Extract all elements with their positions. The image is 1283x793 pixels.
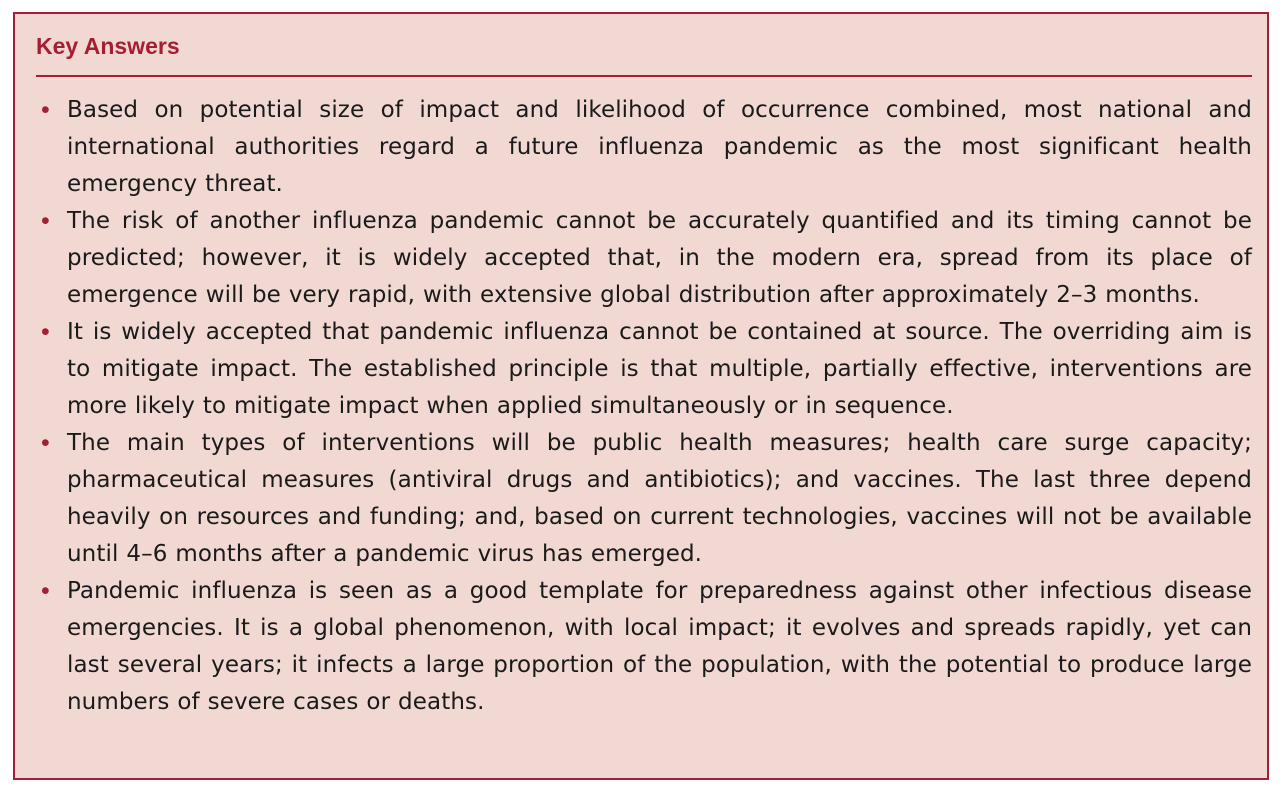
list-item bbox=[15, 425, 1252, 573]
list-item-text: It is widely accepted that pandemic influenza cannot be contained at source. The overriding aim is to mitigate impact. The established principle is that multiple, partially effective, interventions are more likely to mitigate impact when applied simultaneously or in sequence. bbox=[67, 319, 1252, 419]
answers-list bbox=[15, 92, 1252, 721]
list-item bbox=[15, 203, 1252, 314]
bullet-icon: • bbox=[41, 429, 50, 457]
box-title: Key Answers bbox=[36, 33, 180, 59]
list-item bbox=[15, 573, 1252, 721]
bullet-icon: • bbox=[41, 577, 50, 605]
bullet-icon: • bbox=[41, 207, 50, 235]
key-answers-box bbox=[13, 12, 1269, 780]
title-divider bbox=[36, 75, 1252, 77]
bullet-icon: • bbox=[41, 96, 50, 124]
list-item bbox=[15, 92, 1252, 203]
list-item-text: The main types of interventions will be public health measures; health care surge capacity; pharmaceutical measures (antiviral drugs and antibiotics); and vaccines. The last three depend heavily on resources and funding; and, based on current technologies, vaccines will not be available until 4–6 months after a pandemic virus has emerged. bbox=[67, 430, 1252, 567]
list-item-text: The risk of another influenza pandemic cannot be accurately quantified and its timing cannot be predicted; however, it is widely accepted that, in the modern era, spread from its place of emergence will be very rapid, with extensive global distribution after approximately 2–3 months. bbox=[67, 208, 1252, 308]
list-item-text: Pandemic influenza is seen as a good template for preparedness against other infectious disease emergencies. It is a global phenomenon, with local impact; it evolves and spreads rapidly, yet can last several years; it infects a large proportion of the population, with the potential to produce large numbers of severe cases or deaths. bbox=[67, 578, 1252, 715]
list-item-text: Based on potential size of impact and likelihood of occurrence combined, most national and international authorities regard a future influenza pandemic as the most significant health emergency threat. bbox=[67, 97, 1252, 197]
bullet-icon: • bbox=[41, 318, 50, 346]
list-item bbox=[15, 314, 1252, 425]
